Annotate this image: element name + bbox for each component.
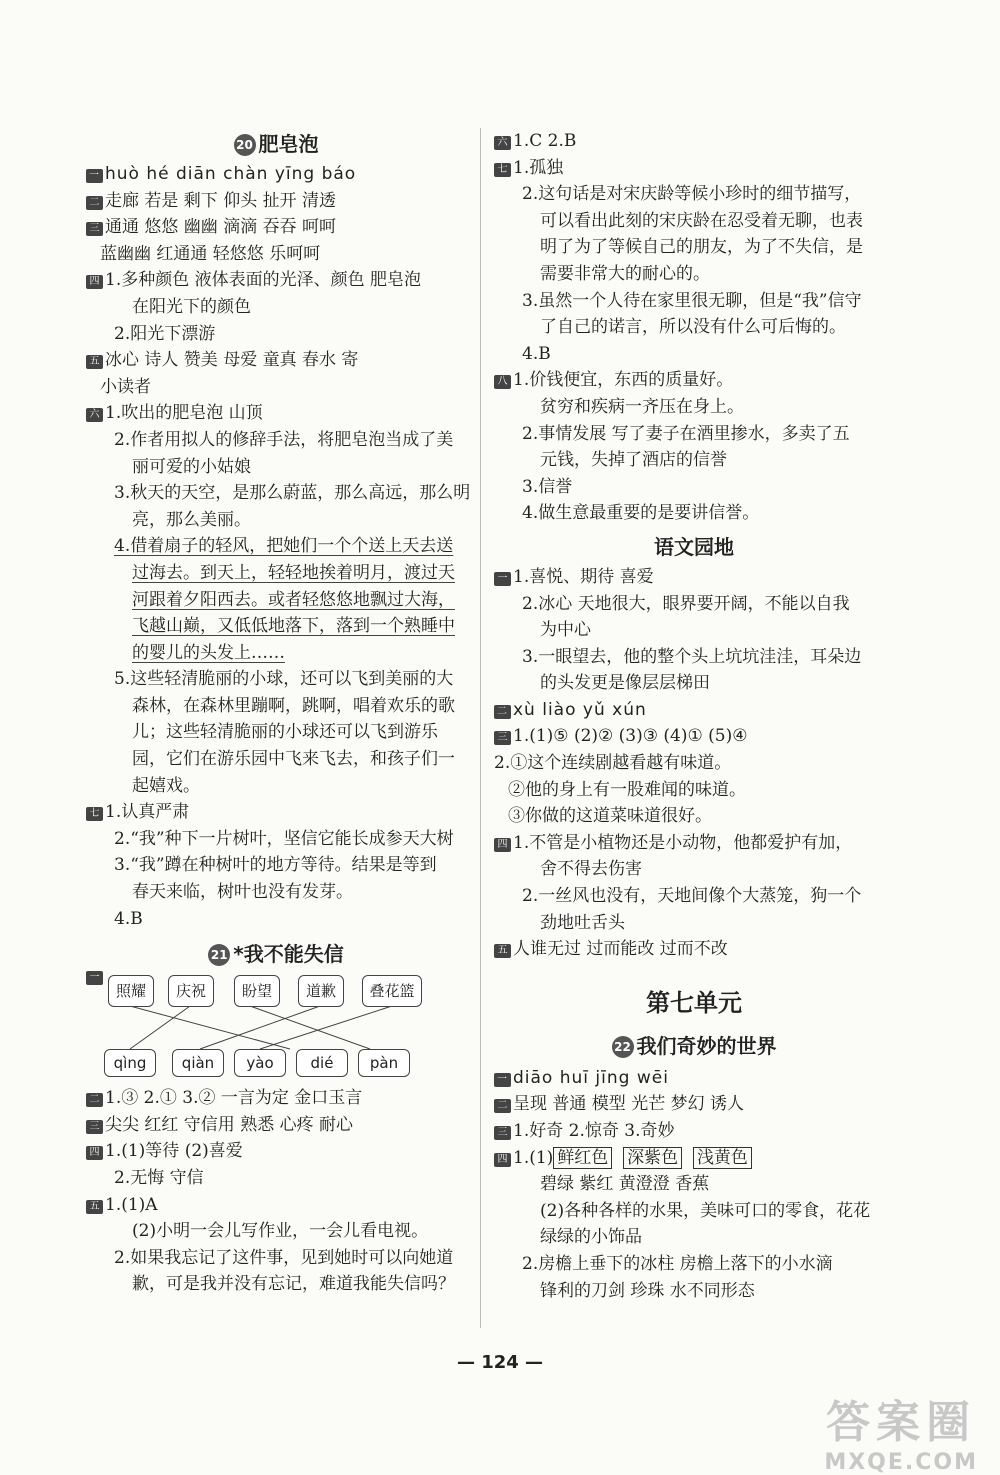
answer-line: 需要非常大的耐心的。 (540, 263, 710, 284)
section-tag-icon: 二 (494, 1099, 511, 1113)
answer-line: ②他的身上有一股难闻的味道。 (508, 779, 746, 800)
section-tag-icon: 五 (86, 355, 103, 369)
answer-line: 绿绿的小饰品 (540, 1227, 642, 1248)
answer-line: 了自己的诺言，所以没有什么可后悔的。 (540, 317, 846, 338)
section-tag-icon: 一 (86, 169, 103, 183)
answer-line: 2.无悔 守信 (114, 1168, 204, 1188)
answer-line: 春天来临，树叶也没有发芽。 (132, 882, 353, 903)
answer-line: 一 1.喜悦、期待 喜爱 (494, 564, 894, 591)
answer-line: 的头发更是像层层梯田 (540, 673, 710, 694)
answer-line: 五 人谁无过 过而能改 过而不改 (494, 936, 894, 963)
circled-number-icon: 21 (208, 944, 230, 966)
answer-line: 三 尖尖 红红 守信用 熟悉 心疼 耐心 (86, 1112, 466, 1139)
answer-line: 二 呈现 普通 模型 光芒 梦幻 诱人 (494, 1091, 894, 1118)
answer-line: 丽可爱的小姑娘 (132, 456, 251, 477)
answer-line: 在阳光下的颜色 (132, 296, 251, 317)
section-tag-icon: 六 (86, 408, 103, 422)
answer-line: 歉，可是我并没有忘记，难道我能失信吗？ (132, 1274, 455, 1295)
circled-number-icon: 20 (234, 134, 256, 156)
section-tag-icon: 四 (86, 275, 103, 289)
answer-line: 河跟着夕阳西去。或者轻悠悠地飘过大海， (132, 589, 455, 610)
answer-line: 4.B (522, 343, 551, 364)
answer-line: 儿；这些轻清脆丽的小球还可以飞到游乐 (132, 722, 438, 743)
matching-diagram (86, 969, 466, 1081)
answer-line: 起嬉戏。 (132, 775, 200, 796)
answer-line: 飞越山巅，又低低地落下，落到一个熟睡中 (132, 616, 455, 637)
answer-line: 3.虽然一个人待在家里很无聊，但是“我”信守 (522, 290, 862, 311)
section-tag-icon: 四 (494, 1153, 511, 1167)
answer-line: 2.房檐上垂下的冰柱 房檐上落下的小水滴 (522, 1253, 833, 1274)
section-tag-icon: 七 (494, 163, 511, 177)
answer-line: 八 1.价钱便宜，东西的质量好。 (494, 367, 894, 394)
answer-line: 2.如果我忘记了这件事，见到她时可以向她道 (114, 1247, 454, 1268)
answer-line: 五 冰心 诗人 赞美 母爱 童真 春水 寄 (86, 347, 466, 374)
answer-line: 2.一丝风也没有，天地间像个大蒸笼，狗一个 (522, 886, 862, 907)
answer-line: 2.事情发展 写了妻子在酒里掺水，多卖了五 (522, 423, 850, 444)
answer-line: 四 1.(1)等待 (2)喜爱 (86, 1138, 466, 1165)
section-tag-icon: 三 (86, 222, 103, 236)
section-tag-icon: 四 (86, 1146, 103, 1160)
left-column (86, 128, 471, 1298)
answer-line: 2.“我”种下一片树叶，坚信它能长成参天大树 (114, 828, 454, 849)
boxed-answer: 浅黄色 (693, 1147, 752, 1169)
answer-line: 六 1.C 2.B (494, 128, 894, 155)
section-tag-icon: 二 (86, 196, 103, 210)
section-tag-icon: 三 (86, 1120, 103, 1134)
answer-line: 二 xù liào yǔ xún (494, 697, 894, 724)
section-tag-icon: 七 (86, 807, 103, 821)
section-tag-icon: 六 (494, 136, 511, 150)
unit-title: 第七单元 (646, 988, 742, 1017)
watermark-logo: 答案圈 MXQE.COM (824, 1397, 978, 1475)
answer-line: 亮，那么美丽。 (132, 509, 251, 530)
section-tag-icon: 一 (86, 971, 103, 985)
answer-line: 4.借着扇子的轻风，把她们一个个送上天去送 (114, 536, 454, 557)
section-tag-icon: 四 (494, 838, 511, 852)
answer-line: 三 通通 悠悠 幽幽 滴滴 吞吞 呵呵 (86, 214, 466, 241)
answer-line: 蓝幽幽 红通通 轻悠悠 乐呵呵 (100, 243, 321, 264)
answer-line: ③你做的这道菜味道很好。 (508, 806, 712, 827)
section-tag-icon: 二 (86, 1093, 103, 1107)
match-word-box: 叠花篮 (362, 975, 422, 1007)
page-number: — 124 — (456, 1352, 544, 1373)
answer-line: 四 1.(1) 鲜红色 深紫色 浅黄色 (494, 1145, 894, 1172)
answer-line: 4.做生意最重要的是要讲信誉。 (522, 503, 760, 524)
answer-line: 劲地吐舌头 (540, 912, 625, 933)
section-tag-icon: 三 (494, 731, 511, 745)
match-word-box: 盼望 (234, 975, 280, 1007)
answer-line: 锋利的刀剑 珍珠 水不同形态 (540, 1280, 755, 1301)
match-word-box: 道歉 (298, 975, 344, 1007)
section-title-garden: 语文园地 (654, 534, 734, 559)
section-tag-icon: 五 (86, 1200, 103, 1214)
answer-line: 明了为了等候自己的朋友，为了不失信，是 (540, 237, 863, 258)
answer-line: 5.这些轻清脆丽的小球，还可以飞到美丽的大 (114, 669, 454, 690)
boxed-answer: 鲜红色 (553, 1147, 612, 1169)
match-pinyin-box: qiàn (172, 1049, 224, 1077)
answer-line: 贫穷和疾病一齐压在身上。 (540, 396, 744, 417)
answer-line: 一 diāo huī jīng wēi (494, 1065, 894, 1092)
section-title-22: 22 我们奇妙的世界 (494, 1030, 894, 1059)
match-word-box: 庆祝 (168, 975, 214, 1007)
answer-line: 五 1.(1)A (86, 1192, 466, 1219)
answer-line: 过海去。到天上，轻轻地挨着明月，渡过天 (132, 562, 455, 583)
section-tag-icon: 五 (494, 944, 511, 958)
answer-line: 六 1.吹出的肥皂泡 山顶 (86, 400, 466, 427)
section-tag-icon: 三 (494, 1126, 511, 1140)
answer-line: 2.这句话是对宋庆龄等候小珍时的细节描写， (522, 184, 862, 205)
section-title-21: 21 *我不能失信 (86, 938, 466, 967)
section-tag-icon: 二 (494, 705, 511, 719)
match-pinyin-box: qìng (104, 1049, 156, 1077)
answer-line: 2.作者用拟人的修辞手法，将肥皂泡当成了美 (114, 429, 454, 450)
answer-line: 3.信誉 (522, 476, 573, 497)
answer-line: 三 1.(1)⑤ (2)② (3)③ (4)① (5)④ (494, 723, 894, 750)
answer-line: 四 1.多种颜色 液体表面的光泽、颜色 肥皂泡 (86, 267, 466, 294)
answer-line: 3.“我”蹲在种树叶的地方等待。结果是等到 (114, 855, 437, 876)
answer-line: 二 1.③ 2.① 3.② 一言为定 金口玉言 (86, 1085, 466, 1112)
answer-line: 2.①这个连续剧越看越有味道。 (494, 753, 732, 774)
answer-line: 七 1.孤独 (494, 155, 894, 182)
right-column (494, 128, 894, 1304)
match-word-box: 照耀 (108, 975, 154, 1007)
answer-line: 七 1.认真严肃 (86, 799, 466, 826)
answer-line: 舍不得去伤害 (540, 859, 642, 880)
circled-number-icon: 22 (612, 1036, 634, 1058)
match-pinyin-box: dié (296, 1049, 348, 1077)
answer-line: (2)小明一会儿写作业，一会儿看电视。 (132, 1221, 429, 1242)
answer-line: 二 走廊 若是 剩下 仰头 扯开 清透 (86, 188, 466, 215)
answer-line: 为中心 (540, 620, 591, 641)
answer-line: 园，它们在游乐园中飞来飞去，和孩子们一 (132, 749, 455, 770)
match-pinyin-box: pàn (358, 1049, 410, 1077)
answer-line: 森林，在森林里蹦啊，跳啊，唱着欢乐的歌 (132, 695, 455, 716)
section-tag-icon: 一 (494, 572, 511, 586)
answer-line: 小读者 (100, 376, 151, 397)
answer-line: 碧绿 紫红 黄澄澄 香蕉 (540, 1174, 710, 1195)
column-divider (480, 128, 481, 1328)
answer-line: 元钱，失掉了酒店的信誉 (540, 450, 727, 471)
answer-line: 三 1.好奇 2.惊奇 3.奇妙 (494, 1118, 894, 1145)
answer-line: 3.一眼望去，他的整个头上坑坑洼洼，耳朵边 (522, 646, 862, 667)
answer-line: 四 1.不管是小植物还是小动物，他都爱护有加， (494, 830, 894, 857)
answer-line: (2)各种各样的水果，美味可口的零食，花花 (540, 1200, 871, 1221)
section-tag-icon: 一 (494, 1073, 511, 1087)
boxed-answer: 深紫色 (623, 1147, 682, 1169)
section-title-20: 20 肥皂泡 (86, 128, 466, 157)
section-tag-icon: 八 (494, 375, 511, 389)
answer-line: 可以看出此刻的宋庆龄在忍受着无聊，也表 (540, 210, 863, 231)
answer-line: 一 huò hé diān chàn yīng báo (86, 161, 466, 188)
answer-line: 3.秋天的天空，是那么蔚蓝，那么高远，那么明 (114, 483, 471, 504)
answer-line: 2.阳光下漂游 (114, 323, 216, 344)
answer-line: 2.冰心 天地很大，眼界要开阔，不能以自我 (522, 593, 850, 614)
answer-line: 4.B (114, 908, 143, 929)
answer-line: 的婴儿的头发上…… (132, 642, 285, 663)
match-pinyin-box: yào (234, 1049, 286, 1077)
